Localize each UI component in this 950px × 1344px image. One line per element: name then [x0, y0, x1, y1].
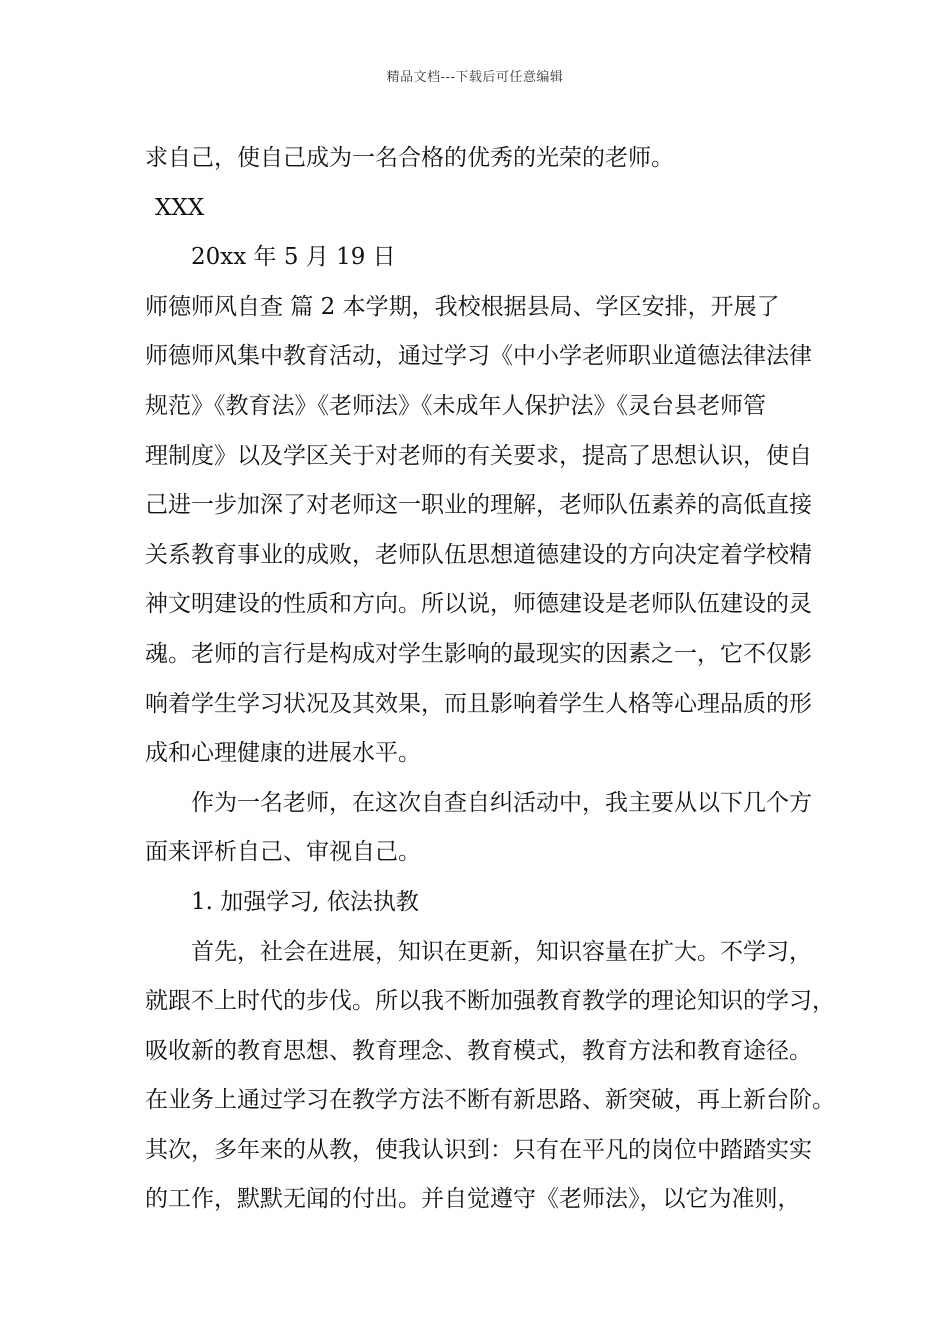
signature-date: 20xx 年 5 月 19 日 — [191, 244, 396, 271]
text-line: 师德师风集中教育活动，通过学习《中小学老师职业道德法律法律 — [145, 343, 812, 370]
text-line: 面来评析自己、审视自己。 — [145, 839, 421, 866]
document-body — [145, 134, 835, 1225]
text-line: 己进一步加深了对老师这一职业的理解，老师队伍素养的高低直接 — [145, 492, 812, 519]
text-line: 关系教育事业的成败，老师队伍思想道德建设的方向决定着学校精 — [145, 541, 812, 568]
text-line: 规范》《教育法》《老师法》《未成年人保护法》《灵台县老师管 — [145, 392, 766, 419]
section-heading-line: 师德师风自查 篇 2 本学期，我校根据县局、学区安排，开展了 — [145, 293, 780, 320]
text-line: 吸收新的教育思想、教育理念、教育模式，教育方法和教育途径。 — [145, 1037, 812, 1064]
text-line: 魂。老师的言行是构成对学生影响的最现实的因素之一，它不仅影 — [145, 640, 812, 667]
text-line: 在业务上通过学习在教学方法不断有新思路、新突破，再上新台阶。 — [145, 1087, 835, 1114]
subsection-heading: 1. 加强学习, 依法执教 — [191, 888, 419, 915]
text-line: 其次，多年来的从教，使我认识到：只有在平凡的岗位中踏踏实实 — [145, 1136, 812, 1163]
text-line: 理制度》以及学区关于对老师的有关要求，提高了思想认识，使自 — [145, 442, 812, 469]
text-line: 作为一名老师，在这次自查自纠活动中，我主要从以下几个方 — [191, 789, 812, 816]
text-line: 的工作，默默无闻的付出。并自觉遵守《老师法》，以它为准则， — [145, 1186, 801, 1213]
text-line: 响着学生学习状况及其效果，而且影响着学生人格等心理品质的形 — [145, 690, 812, 717]
page-header: 精品文档---下载后可任意编辑 — [386, 70, 564, 85]
text-line: 首先，社会在进展，知识在更新，知识容量在扩大。不学习， — [191, 938, 812, 965]
text-line: 就跟不上时代的步伐。所以我不断加强教育教学的理论知识的学习， — [145, 988, 835, 1015]
signature-name: XXX — [155, 194, 205, 221]
text-line: 求自己，使自己成为一名合格的优秀的光荣的老师。 — [145, 145, 674, 171]
text-line: 神文明建设的性质和方向。所以说，师德建设是老师队伍建设的灵 — [145, 591, 812, 618]
text-line: 成和心理健康的进展水平。 — [145, 740, 421, 767]
